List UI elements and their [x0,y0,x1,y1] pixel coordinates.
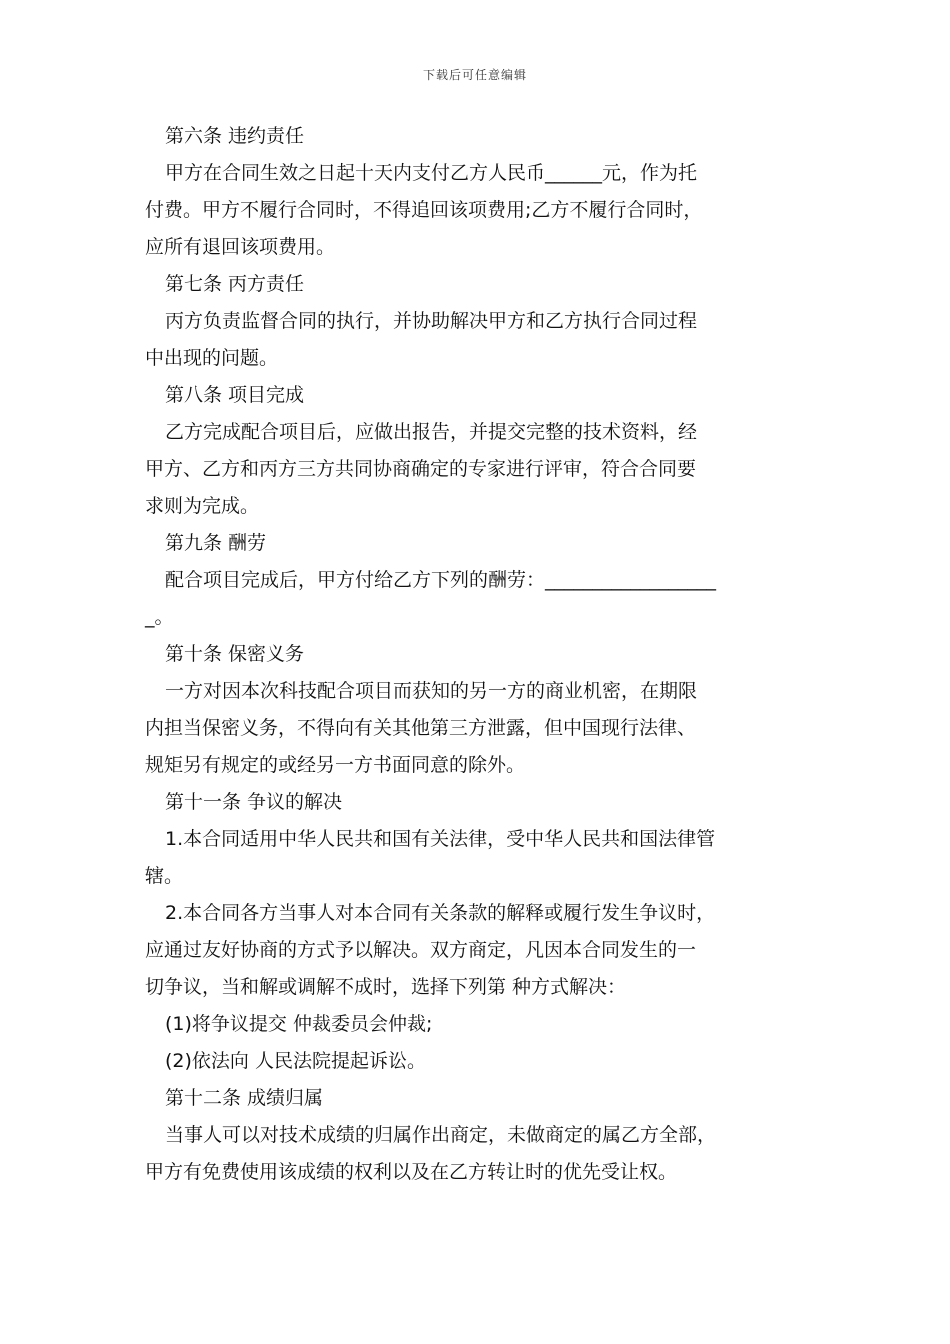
article-11-heading: 第十一条 争议的解决 [165,791,343,813]
document-body [145,118,820,1191]
paragraph-line: 甲方、乙方和丙方三方共同协商确定的专家进行评审，符合合同要 [145,458,697,480]
article-6-heading: 第六条 违约责任 [165,125,305,147]
paragraph-line: 辖。 [145,865,184,887]
page-header: 下载后可任意编辑 [422,68,527,82]
paragraph-line: 应所有退回该项费用。 [145,236,336,258]
list-item: (2)依法向 人民法院提起诉讼。 [165,1050,426,1072]
article-7-heading: 第七条 丙方责任 [165,273,305,295]
article-9-heading: 第九条 酬劳 [165,532,267,554]
article-10-heading: 第十条 保密义务 [165,643,305,665]
paragraph-line: 丙方负责监督合同的执行，并协助解决甲方和乙方执行合同过程 [165,310,698,332]
paragraph-line: 乙方完成配合项目后，应做出报告，并提交完整的技术资料，经 [165,421,698,443]
paragraph-line: 1.本合同适用中华人民共和国有关法律，受中华人民共和国法律管 [165,828,716,850]
paragraph-line: 规矩另有规定的或经另一方书面同意的除外。 [145,754,526,776]
paragraph-line: 甲方有免费使用该成绩的权利以及在乙方转让时的优先受让权。 [145,1161,678,1183]
paragraph-line: 甲方在合同生效之日起十天内支付乙方人民币______元，作为托 [165,162,698,184]
paragraph-line: 一方对因本次科技配合项目而获知的另一方的商业机密，在期限 [165,680,698,702]
paragraph-line: 付费。甲方不履行合同时，不得追回该项费用;乙方不履行合同时， [145,199,703,221]
paragraph-line: 配合项目完成后，甲方付给乙方下列的酬劳：__________________ [165,569,717,591]
paragraph-line: 切争议，当和解或调解不成时，选择下列第 种方式解决： [145,976,627,998]
paragraph-line: 2.本合同各方当事人对本合同有关条款的解释或履行发生争议时， [165,902,716,924]
article-12-heading: 第十二条 成绩归属 [165,1087,324,1109]
paragraph-line: 求则为完成。 [145,495,260,517]
paragraph-line: 应通过友好协商的方式予以解决。双方商定，凡因本合同发生的一 [145,939,697,961]
article-8-heading: 第八条 项目完成 [165,384,305,406]
paragraph-line: 内担当保密义务，不得向有关其他第三方泄露，但中国现行法律、 [145,717,697,739]
paragraph-line: _。 [145,606,174,628]
list-item: (1)将争议提交 仲裁委员会仲裁; [165,1013,433,1035]
paragraph-line: 当事人可以对技术成绩的归属作出商定，未做商定的属乙方全部， [165,1124,717,1146]
paragraph-line: 中出现的问题。 [145,347,279,369]
